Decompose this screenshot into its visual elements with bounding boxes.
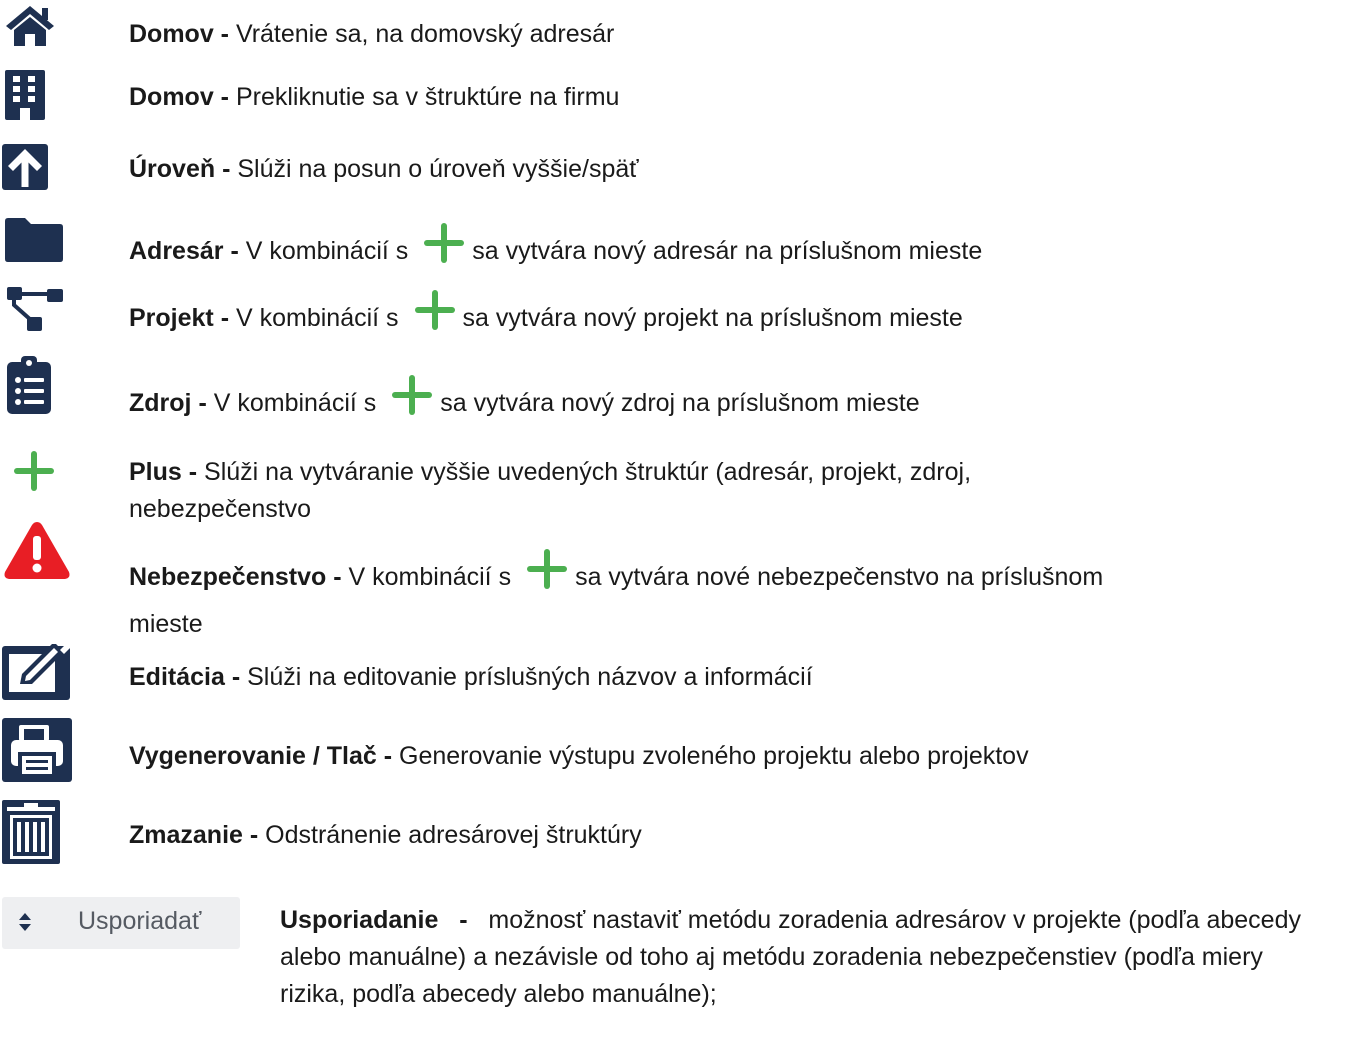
separator: -: [213, 83, 236, 111]
row-project: [129, 292, 963, 347]
project-tree-icon: [7, 287, 63, 331]
term: Editácia: [129, 663, 225, 691]
home-icon: [4, 4, 56, 48]
row-delete: [129, 817, 642, 854]
row-print: [129, 738, 1029, 775]
term: Plus: [129, 458, 182, 486]
separator: -: [326, 563, 349, 592]
separator: -: [181, 458, 205, 486]
sort-button-label: Usporiadať: [78, 907, 202, 935]
prefix: V kombinácií s: [245, 237, 409, 266]
row-home: [129, 16, 614, 53]
clipboard-list-icon: [7, 356, 51, 414]
term: Nebezpečenstvo: [129, 563, 327, 592]
description: Generovanie výstupu zvoleného projektu alebo projektov: [399, 742, 1029, 770]
term: Zdroj: [129, 389, 192, 418]
separator: -: [215, 155, 238, 183]
term: Vygenerovanie / Tlač: [129, 742, 377, 770]
description: Slúži na posun o úroveň vyššie/späť: [237, 155, 639, 183]
description: Vrátenie sa, na domovský adresár: [235, 20, 615, 48]
prefix: V kombinácií s: [235, 304, 399, 333]
separator: -: [376, 742, 400, 770]
separator: -: [223, 237, 246, 266]
row-folder: [129, 225, 982, 280]
separator: -: [213, 304, 236, 333]
sort-button[interactable]: [2, 897, 240, 949]
row-plus: [129, 454, 971, 528]
row-sort: [280, 902, 1310, 1013]
description: Odstránenie adresárovej štruktúry: [265, 821, 642, 849]
plus-icon: [413, 288, 457, 343]
prefix: V kombinácií s: [348, 563, 512, 592]
arrow-up-icon: [2, 144, 48, 190]
separator: -: [438, 906, 489, 934]
edit-icon: [2, 644, 72, 700]
prefix: V kombinácií s: [213, 389, 377, 418]
description: sa vytvára nový zdroj na príslušnom mieste: [440, 389, 920, 418]
plus-icon: [390, 373, 434, 428]
trash-icon: [2, 800, 60, 864]
description-continued: mieste: [129, 610, 203, 638]
description: Prekliknutie sa v štruktúre na firmu: [235, 83, 620, 111]
row-level: [129, 151, 639, 188]
row-building: [129, 79, 619, 116]
description: sa vytvára nový adresár na príslušnom mieste: [472, 237, 983, 266]
plus-icon: [422, 221, 466, 276]
description: sa vytvára nový projekt na príslušnom mieste: [462, 304, 963, 333]
print-icon: [2, 718, 72, 782]
term: Domov: [129, 83, 214, 111]
term: Domov: [129, 20, 214, 48]
description: sa vytvára nové nebezpečenstvo na príslušnom: [575, 563, 1104, 592]
description: Slúži na vytváranie vyššie uvedených štruktúr (adresár, projekt, zdroj,: [204, 458, 972, 486]
separator: -: [213, 20, 236, 48]
building-icon: [4, 70, 46, 120]
folder-icon: [5, 218, 63, 262]
term: Projekt: [129, 304, 214, 333]
sort-arrows-icon: [18, 911, 32, 938]
row-edit: [129, 659, 813, 696]
term: Zmazanie: [129, 821, 243, 849]
description: možnosť nastaviť metódu zoradenia adresárov v projekte (podľa abecedy alebo manuálne) a nezávisle od toho aj metódu zoradenia nebezpečenstiev (podľa miery rizika, podľa abecedy alebo manuálne);: [280, 906, 1301, 1008]
separator: -: [242, 821, 266, 849]
separator: -: [191, 389, 214, 418]
plus-icon: [12, 449, 56, 493]
warning-icon: [3, 520, 71, 580]
row-hazard: [129, 551, 1103, 643]
row-source: [129, 377, 920, 432]
description: Slúži na editovanie príslušných názvov a informácií: [247, 663, 813, 691]
description-continued: nebezpečenstvo: [129, 495, 312, 523]
plus-icon: [525, 547, 569, 602]
separator: -: [224, 663, 248, 691]
term: Usporiadanie: [280, 906, 439, 934]
term: Úroveň: [129, 155, 216, 183]
term: Adresár: [129, 237, 224, 266]
